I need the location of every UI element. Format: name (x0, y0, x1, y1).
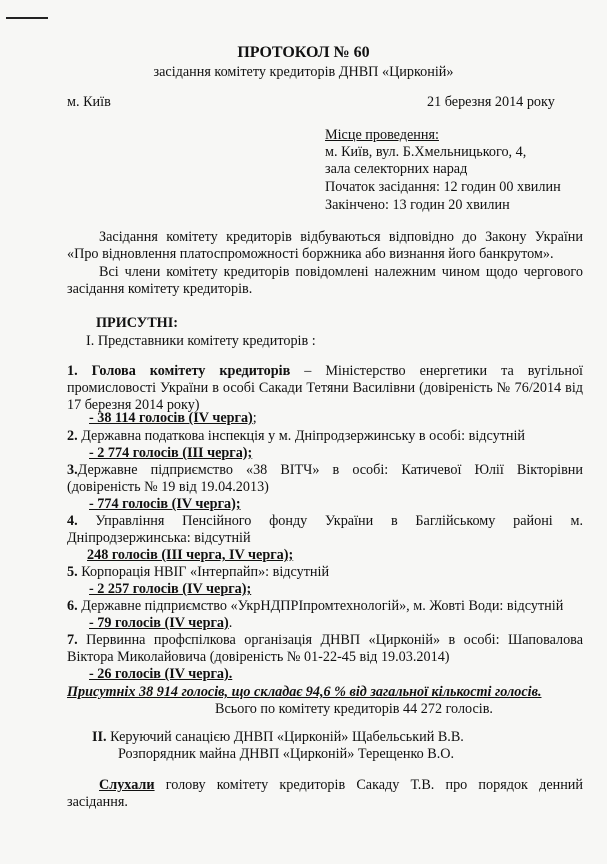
venue-label: Місце проведення: (325, 127, 439, 143)
member-5: 5. Корпорація НВІГ «Інтерпайп»: відсутній (67, 564, 330, 580)
heard-paragraph: Слухали голову комітету кредиторів Сакаду Т.В. про порядок денний засідання. (67, 777, 583, 810)
intro-paragraph-2: Всі члени комітету кредиторів повідомлені належним чином щодо чергового засідання комітету кредиторів. (67, 264, 583, 297)
member-5-votes: - 2 257 голосів (IV черга); (89, 581, 252, 597)
member-2: 2. Державна податкова інспекція у м. Дніпродзержинську в особі: відсутній (67, 428, 526, 444)
intro-paragraph-1: Засідання комітету кредиторів відбуваються відповідно до Закону України «Про відновлення платоспроможності боржника або визнання його банкрутом». (67, 229, 583, 262)
present-heading: ПРИСУТНІ: (96, 315, 178, 331)
member-2-votes: - 2 774 голосів (ІІІ черга); (89, 445, 253, 461)
meeting-date: 21 березня 2014 року (427, 94, 555, 110)
member-4: 4. Управління Пенсійного фонду України в Баглійському районі м. Дніпродзержинська: відсутній (67, 513, 583, 546)
member-6-votes: - 79 голосів (IV черга). (89, 615, 233, 631)
attendance-summary: Присутніх 38 914 голосів, що складає 94,6 % від загальної кількості голосів. (67, 684, 542, 700)
section-1-title: І. Представники комітету кредиторів : (86, 333, 316, 349)
venue-address: м. Київ, вул. Б.Хмельницького, 4, (325, 144, 527, 160)
member-7-votes: - 26 голосів (IV черга). (89, 666, 233, 682)
committee-total: Всього по комітету кредиторів 44 272 голосів. (215, 701, 493, 717)
corner-mark (6, 17, 48, 19)
protocol-subtitle: засідання комітету кредиторів ДНВП «Цирконій» (153, 64, 454, 80)
protocol-title: ПРОТОКОЛ № 60 (237, 44, 370, 61)
section-2-line-1: ІІ. Керуючий санацією ДНВП «Цирконій» Щабельський В.В. (92, 729, 464, 745)
section-2-line-2: Розпорядник майна ДНВП «Цирконій» Терещенко В.О. (118, 746, 455, 762)
member-6: 6. Державне підприємство «УкрНДПРІпромтехнологій», м. Жовті Води: відсутній (67, 598, 564, 614)
member-1: 1. Голова комітету кредиторів – Міністерство енергетики та вугільної промисловості України в особі Сакади Тетяни Василівни (довіреність № 76/2014 від 17 березня 2014 року) (67, 363, 583, 413)
end-time: Закінчено: 13 годин 20 хвилин (325, 197, 510, 213)
city: м. Київ (67, 94, 111, 110)
member-1-votes: - 38 114 голосів (IV черга); (89, 410, 257, 426)
member-3: 3.Державне підприємство «38 ВІТЧ» в особі: Катичевої Юлії Вікторівни (довіреність № 19 від 19.04.2013) (67, 462, 583, 495)
member-7: 7. Первинна профспілкова організація ДНВП «Цирконій» в особі: Шаповалова Віктора Миколайовича (довіреність № 01-22-45 від 19.03.2014) (67, 632, 583, 665)
venue-room: зала селекторних нарад (325, 161, 468, 177)
member-4-votes: 248 голосів (ІІІ черга, IV черга); (87, 547, 294, 563)
member-3-votes: - 774 голосів (IV черга); (89, 496, 241, 512)
start-time: Початок засідання: 12 годин 00 хвилин (325, 179, 561, 195)
